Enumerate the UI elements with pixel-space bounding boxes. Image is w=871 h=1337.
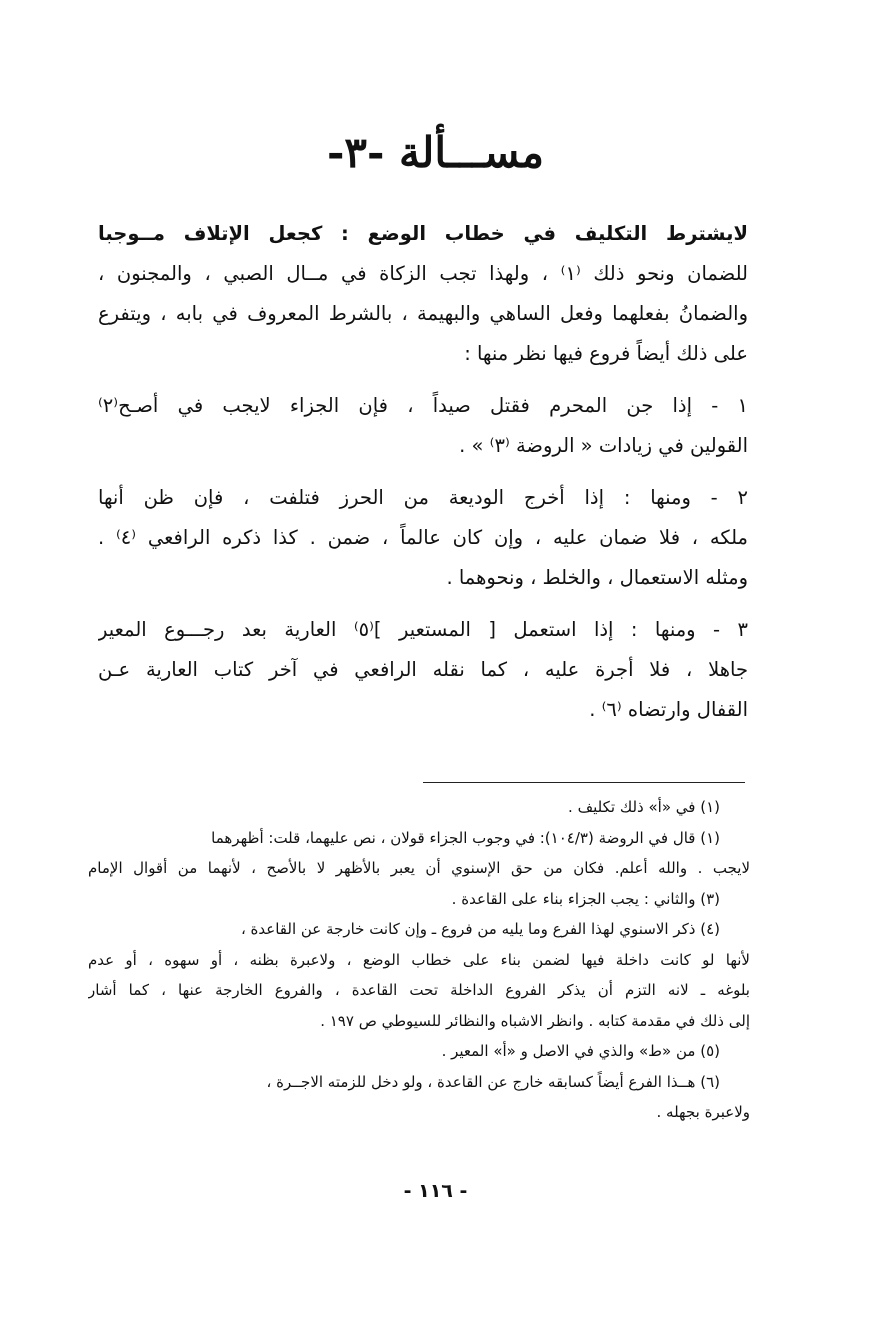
footnote-line: لأنها لو كانت داخلة فيها لضمن بناء على خطاب الوضع ، ولاعبرة بظنه ، أو سهوه ، أو عدم (88, 950, 750, 969)
footnote-line: ولاعبرة بجهله . (656, 1103, 750, 1121)
footnote-line: (٥) من «ط» والذي في الاصل و «أ» المعير . (441, 1042, 720, 1060)
paragraph-gap (98, 598, 748, 610)
main-text (98, 214, 748, 730)
page-number: - ١١٦ - (403, 1180, 468, 1202)
body-line: ٢ - ومنها : إذا أخرج الوديعة من الحرز فتلفت ، فإن ظن أنها (98, 486, 748, 509)
footnote-line: لايجب . والله أعلم. فكان من حق الإسنوي أن يعبر بالأظهر لا بالأصح ، لأنهما من أقوال الإمام (88, 859, 750, 877)
paragraph-gap (98, 466, 748, 478)
paragraph-gap (98, 374, 748, 386)
footnote-line: (١) قال في الروضة (١٠٤/٣): في وجوب الجزاء قولان ، نص عليهما، قلت: أظهرهما (211, 828, 720, 847)
body-line: ملكه ، فلا ضمان عليه ، وإن كان عالماً ، ضمن . كذا ذكره الرافعي ⁽٤⁾ . (98, 526, 748, 549)
issue-title: مســـألة -٣- (326, 128, 545, 177)
body-line: القولين في زيادات « الروضة ⁽٣⁾ » . (459, 434, 748, 457)
body-line: جاهلا ، فلا أجرة عليه ، كما نقله الرافعي في آخر كتاب العارية عـن (98, 658, 748, 681)
body-line: ١ - إذا جن المحرم فقتل صيداً ، فإن الجزاء لايجب في أصـح⁽٢⁾ (98, 394, 748, 417)
body-line: للضمان ونحو ذلك ⁽١⁾ ، ولهذا تجب الزكاة في مــال الصبي ، والمجنون ، (98, 262, 748, 285)
footnote-line: (٦) هــذا الفرع أيضاً كسابقه خارج عن القاعدة ، ولو دخل للزمته الاجــرة ، (266, 1072, 720, 1091)
body-line: على ذلك أيضاً فروع فيها نظر منها : (464, 342, 748, 365)
body-line: ٣ - ومنها : إذا استعمل [ المستعير ]⁽٥⁾ العارية بعد رجـــوع المعير (98, 618, 748, 641)
body-line: القفال وارتضاه ⁽٦⁾ . (589, 698, 748, 721)
footnote-line: (١) في «أ» ذلك تكليف . (568, 798, 720, 816)
footnote-separator (423, 782, 745, 783)
body-line: والضمانُ بفعلهما وفعل الساهي والبهيمة ، بالشرط المعروف في بابه ، ويتفرع (98, 302, 748, 325)
footnote-line: بلوغه ـ لانه التزم أن يذكر الفروع الداخلة تحت القاعدة ، والفروع الخارجة عنها ، كما أشار (88, 981, 750, 999)
body-line: لايشترط التكليف في خطاب الوضع : كجعل الإتلاف مــوجبا (98, 222, 748, 245)
body-line: ومثله الاستعمال ، والخلط ، ونحوهما . (446, 566, 748, 589)
footnotes (88, 792, 750, 1128)
footnote-line: إلى ذلك في مقدمة كتابه . وانظر الاشباه والنظائر للسيوطي ص ١٩٧ . (320, 1011, 750, 1030)
footnote-line: (٤) ذكر الاسنوي لهذا الفرع وما يليه من فروع ـ وإن كانت خارجة عن القاعدة ، (240, 920, 720, 938)
footnote-line: (٣) والثاني : يجب الجزاء بناء على القاعدة . (451, 889, 720, 908)
